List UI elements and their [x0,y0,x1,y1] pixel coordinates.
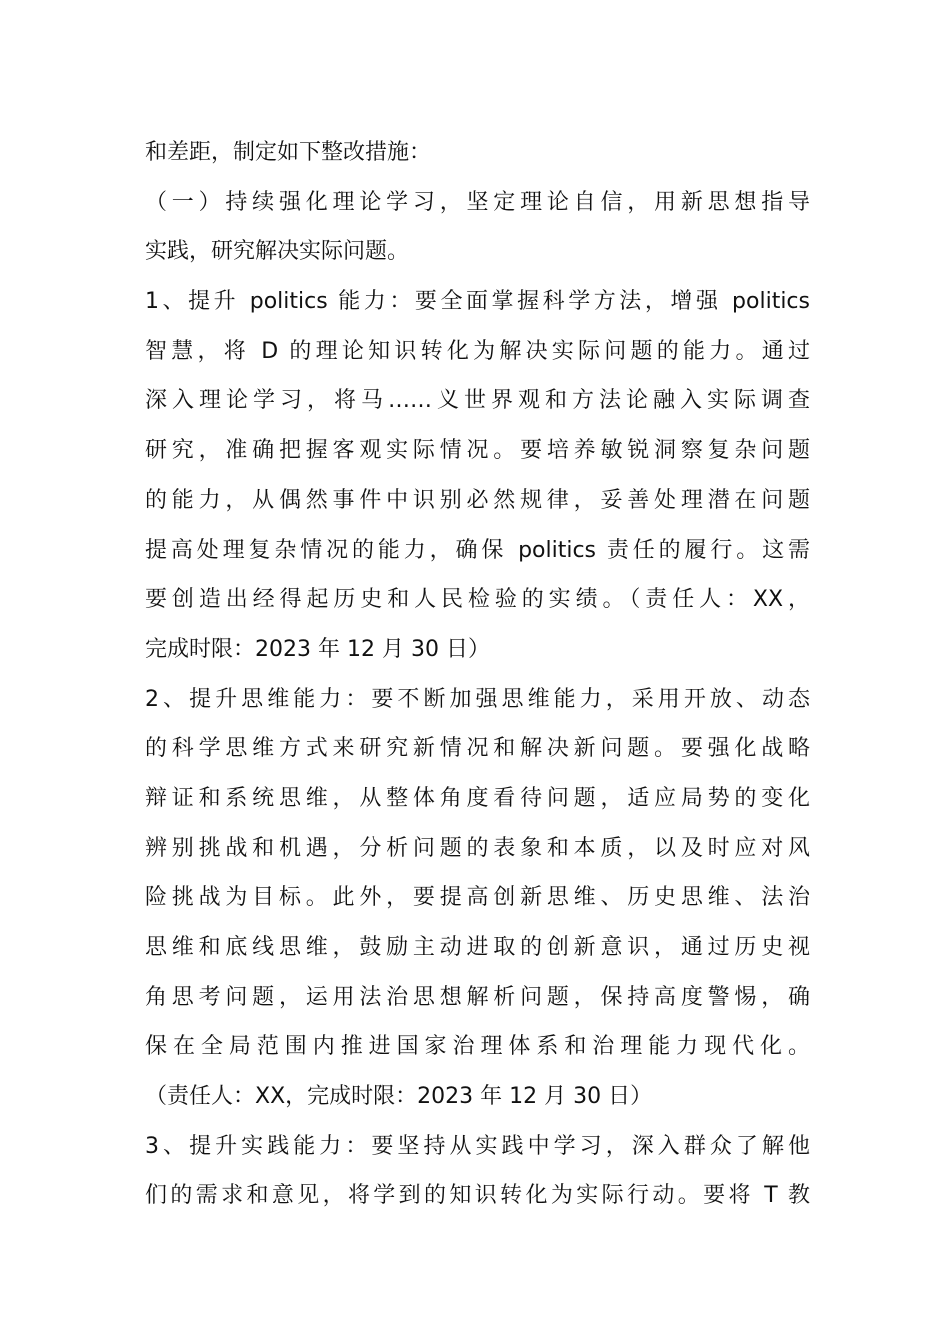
item-1-line-5: 的能力，从偶然事件中识别必然规律，妥善处理潜在问题 [145,487,810,513]
item-2-line-3: 辩证和系统思维，从整体角度看待问题，适应局势的变化 [145,785,810,811]
item-1-line-2: 智慧，将 D 的理论知识转化为解决实际问题的能力。通过 [145,338,810,364]
item-1-line-7: 要创造出经得起历史和人民检验的实绩。（责任人：XX， [145,587,810,613]
item-2-line-9: （责任人：XX，完成时限：2023 年 12 月 30 日） [145,1084,653,1110]
item-2-line-7: 角思考问题，运用法治思想解析问题，保持高度警惕，确 [145,984,810,1010]
item-3-line-2: 们的需求和意见，将学到的知识转化为实际行动。要将 T 教 [145,1183,810,1209]
section-heading-1-continued: 实践，研究解决实际问题。 [145,239,410,265]
item-2-line-2: 的科学思维方式来研究新情况和解决新问题。要强化战略 [145,736,810,762]
item-1-line-3: 深入理论学习，将马……义世界观和方法论融入实际调查 [145,388,810,414]
item-1-line-4: 研究，准确把握客观实际情况。要培养敏锐洞察复杂问题 [145,438,810,464]
item-2-line-4: 辨别挑战和机遇，分析问题的表象和本质，以及时应对风 [145,835,810,861]
item-1-line-6: 提高处理复杂情况的能力，确保 politics 责任的履行。这需 [145,537,810,563]
document-body [145,128,810,1221]
item-2-line-5: 险挑战为目标。此外，要提高创新思维、历史思维、法治 [145,885,810,911]
item-2-line-8: 保在全局范围内推进国家治理体系和治理能力现代化。 [145,1034,810,1060]
item-3-line-1: 3、提升实践能力：要坚持从实践中学习，深入群众了解他 [145,1133,810,1159]
item-1-line-1: 1、提升 politics 能力：要全面掌握科学方法，增强 politics [145,289,810,315]
item-2-line-1: 2、提升思维能力：要不断加强思维能力，采用开放、动态 [145,686,810,712]
item-1-line-8: 完成时限：2023 年 12 月 30 日） [145,636,490,662]
item-2-line-6: 思维和底线思维，鼓励主动进取的创新意识，通过历史视 [145,935,810,960]
text-line-1: 和差距，制定如下整改措施： [145,140,432,165]
section-heading-1: （一）持续强化理论学习，坚定理论自信，用新思想指导 [145,189,810,215]
